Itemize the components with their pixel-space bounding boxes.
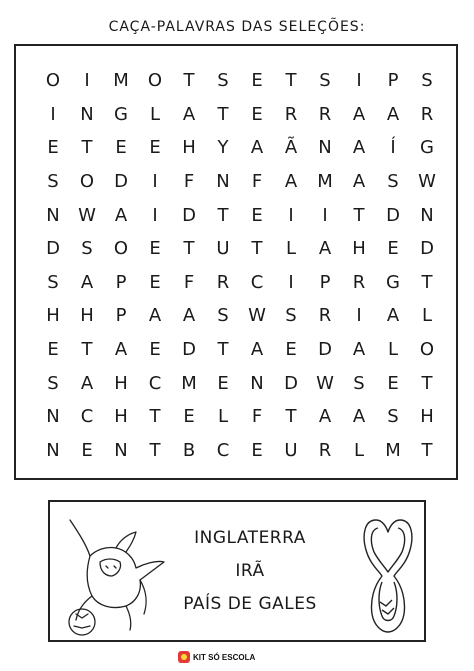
grid-letter: I xyxy=(356,70,362,92)
grid-letter: C xyxy=(80,406,94,428)
grid-letter: D xyxy=(114,171,128,193)
grid-letter: N xyxy=(46,406,60,428)
grid-letter: M xyxy=(181,372,197,394)
grid-letter: E xyxy=(251,70,263,92)
grid-letter: T xyxy=(217,204,229,226)
grid-letter: R xyxy=(318,439,332,461)
grid-letter: W xyxy=(248,305,266,327)
grid-letter: A xyxy=(182,103,196,125)
grid-letter: E xyxy=(47,137,59,159)
world-cup-mascot-icon xyxy=(56,510,166,640)
grid-letter: N xyxy=(250,372,264,394)
grid-letter: A xyxy=(80,372,94,394)
grid-letter: O xyxy=(419,339,435,361)
grid-letter: A xyxy=(148,305,162,327)
grid-letter: O xyxy=(113,238,129,260)
grid-letter: A xyxy=(318,406,332,428)
grid-letter: S xyxy=(387,171,399,193)
grid-letter: N xyxy=(420,204,434,226)
grid-letter: S xyxy=(319,70,331,92)
grid-letter: S xyxy=(353,372,365,394)
grid-letter: E xyxy=(149,137,161,159)
grid-letter: O xyxy=(79,171,95,193)
word-list-item: IRÃ xyxy=(235,561,265,581)
page-title: CAÇA-PALAVRAS DAS SELEÇÕES: xyxy=(108,19,366,35)
grid-letter: H xyxy=(114,372,128,394)
grid-letter: R xyxy=(420,103,434,125)
grid-letter: M xyxy=(385,439,401,461)
grid-letter: L xyxy=(149,103,161,125)
grid-letter: E xyxy=(217,372,229,394)
grid-letter: I xyxy=(288,271,294,293)
grid-letter: N xyxy=(46,439,60,461)
grid-letter: T xyxy=(217,339,229,361)
grid-letter: E xyxy=(149,238,161,260)
brand-footer xyxy=(178,649,255,665)
grid-letter: N xyxy=(46,204,60,226)
grid-letter: H xyxy=(46,305,60,327)
grid-letter: T xyxy=(251,238,263,260)
grid-letter: I xyxy=(84,70,90,92)
grid-letter: G xyxy=(386,271,400,293)
grid-letter: H xyxy=(80,305,94,327)
grid-letter: N xyxy=(114,439,128,461)
grid-letter: A xyxy=(80,271,94,293)
grid-letter: I xyxy=(152,204,158,226)
grid-letter: H xyxy=(352,238,366,260)
grid-letter: P xyxy=(115,271,127,293)
grid-letter: B xyxy=(182,439,196,461)
grid-letter: F xyxy=(183,271,195,293)
grid-letter: A xyxy=(352,137,366,159)
grid-letter: T xyxy=(149,406,161,428)
grid-letter: S xyxy=(217,70,229,92)
grid-letter: A xyxy=(250,137,264,159)
grid-letter: T xyxy=(421,271,433,293)
grid-letter: N xyxy=(216,171,230,193)
grid-letter: E xyxy=(251,204,263,226)
grid-letter: S xyxy=(47,171,59,193)
grid-letter: P xyxy=(319,271,331,293)
word-search-grid xyxy=(36,64,444,468)
word-list-box xyxy=(48,500,426,642)
grid-letter: H xyxy=(420,406,434,428)
word-list xyxy=(160,522,340,621)
grid-letter: R xyxy=(318,103,332,125)
grid-letter: F xyxy=(251,171,263,193)
grid-letter: A xyxy=(250,339,264,361)
grid-letter: A xyxy=(352,103,366,125)
grid-letter: T xyxy=(421,439,433,461)
world-cup-emblem-icon xyxy=(356,510,420,638)
grid-letter: R xyxy=(318,305,332,327)
grid-letter: I xyxy=(50,103,56,125)
grid-letter: T xyxy=(81,137,93,159)
grid-letter: M xyxy=(317,171,333,193)
grid-letter: T xyxy=(421,372,433,394)
grid-letter: E xyxy=(115,137,127,159)
grid-letter: W xyxy=(316,372,334,394)
grid-letter: A xyxy=(114,339,128,361)
grid-letter: E xyxy=(285,339,297,361)
grid-letter: E xyxy=(81,439,93,461)
grid-letter: C xyxy=(250,271,264,293)
grid-letter: N xyxy=(318,137,332,159)
grid-letter: I xyxy=(152,171,158,193)
grid-letter: O xyxy=(147,70,163,92)
grid-letter: T xyxy=(149,439,161,461)
grid-letter: E xyxy=(149,271,161,293)
grid-letter: L xyxy=(217,406,229,428)
grid-letter: I xyxy=(356,305,362,327)
grid-letter: T xyxy=(183,70,195,92)
grid-letter: S xyxy=(47,372,59,394)
grid-letter: T xyxy=(183,238,195,260)
grid-letter: W xyxy=(78,204,96,226)
grid-letter: L xyxy=(421,305,433,327)
grid-letter: A xyxy=(352,339,366,361)
grid-letter: D xyxy=(284,372,298,394)
grid-letter: E xyxy=(251,103,263,125)
grid-letter: S xyxy=(387,406,399,428)
grid-letter: Í xyxy=(390,137,396,159)
grid-letter: U xyxy=(216,238,230,260)
grid-letter: F xyxy=(183,171,195,193)
grid-letter: E xyxy=(387,238,399,260)
grid-letter: N xyxy=(80,103,94,125)
grid-letter: E xyxy=(47,339,59,361)
word-list-item: PAÍS DE GALES xyxy=(183,594,317,614)
grid-letter: M xyxy=(113,70,129,92)
grid-letter: A xyxy=(114,204,128,226)
grid-letter: S xyxy=(285,305,297,327)
grid-letter: R xyxy=(284,103,298,125)
grid-letter: T xyxy=(81,339,93,361)
grid-letter: R xyxy=(216,271,230,293)
grid-letter: L xyxy=(387,339,399,361)
brand-name: KIT SÓ ESCOLA xyxy=(193,652,256,662)
word-list-item: INGLATERRA xyxy=(194,528,306,548)
grid-letter: H xyxy=(114,406,128,428)
grid-letter: P xyxy=(115,305,127,327)
grid-letter: A xyxy=(386,305,400,327)
grid-letter: D xyxy=(46,238,60,260)
grid-letter: G xyxy=(114,103,128,125)
grid-letter: I xyxy=(322,204,328,226)
grid-letter: W xyxy=(418,171,436,193)
grid-letter: A xyxy=(352,171,366,193)
grid-letter: D xyxy=(420,238,434,260)
grid-letter: O xyxy=(45,70,61,92)
grid-letter: S xyxy=(217,305,229,327)
grid-letter: F xyxy=(251,406,263,428)
grid-letter: A xyxy=(284,171,298,193)
grid-letter: A xyxy=(182,305,196,327)
word-search-frame xyxy=(14,44,458,480)
grid-letter: A xyxy=(318,238,332,260)
grid-letter: G xyxy=(420,137,434,159)
grid-letter: U xyxy=(284,439,298,461)
grid-letter: C xyxy=(216,439,230,461)
brand-logo-icon xyxy=(178,651,190,663)
grid-letter: S xyxy=(47,271,59,293)
grid-letter: C xyxy=(148,372,162,394)
grid-letter: E xyxy=(149,339,161,361)
grid-letter: T xyxy=(353,204,365,226)
grid-letter: T xyxy=(217,103,229,125)
grid-letter: A xyxy=(386,103,400,125)
grid-letter: P xyxy=(387,70,399,92)
grid-letter: Y xyxy=(217,137,229,159)
grid-letter: E xyxy=(387,372,399,394)
grid-letter: D xyxy=(182,339,196,361)
grid-letter: S xyxy=(81,238,93,260)
grid-letter: I xyxy=(288,204,294,226)
grid-letter: D xyxy=(318,339,332,361)
grid-letter: L xyxy=(353,439,365,461)
grid-letter: T xyxy=(285,406,297,428)
grid-letter: R xyxy=(352,271,366,293)
grid-letter: D xyxy=(386,204,400,226)
grid-letter: E xyxy=(183,406,195,428)
grid-letter: S xyxy=(421,70,433,92)
grid-letter: H xyxy=(182,137,196,159)
grid-letter: D xyxy=(182,204,196,226)
grid-letter: L xyxy=(285,238,297,260)
grid-letter: Ã xyxy=(284,137,298,159)
grid-letter: T xyxy=(285,70,297,92)
grid-letter: A xyxy=(352,406,366,428)
grid-letter: E xyxy=(251,439,263,461)
